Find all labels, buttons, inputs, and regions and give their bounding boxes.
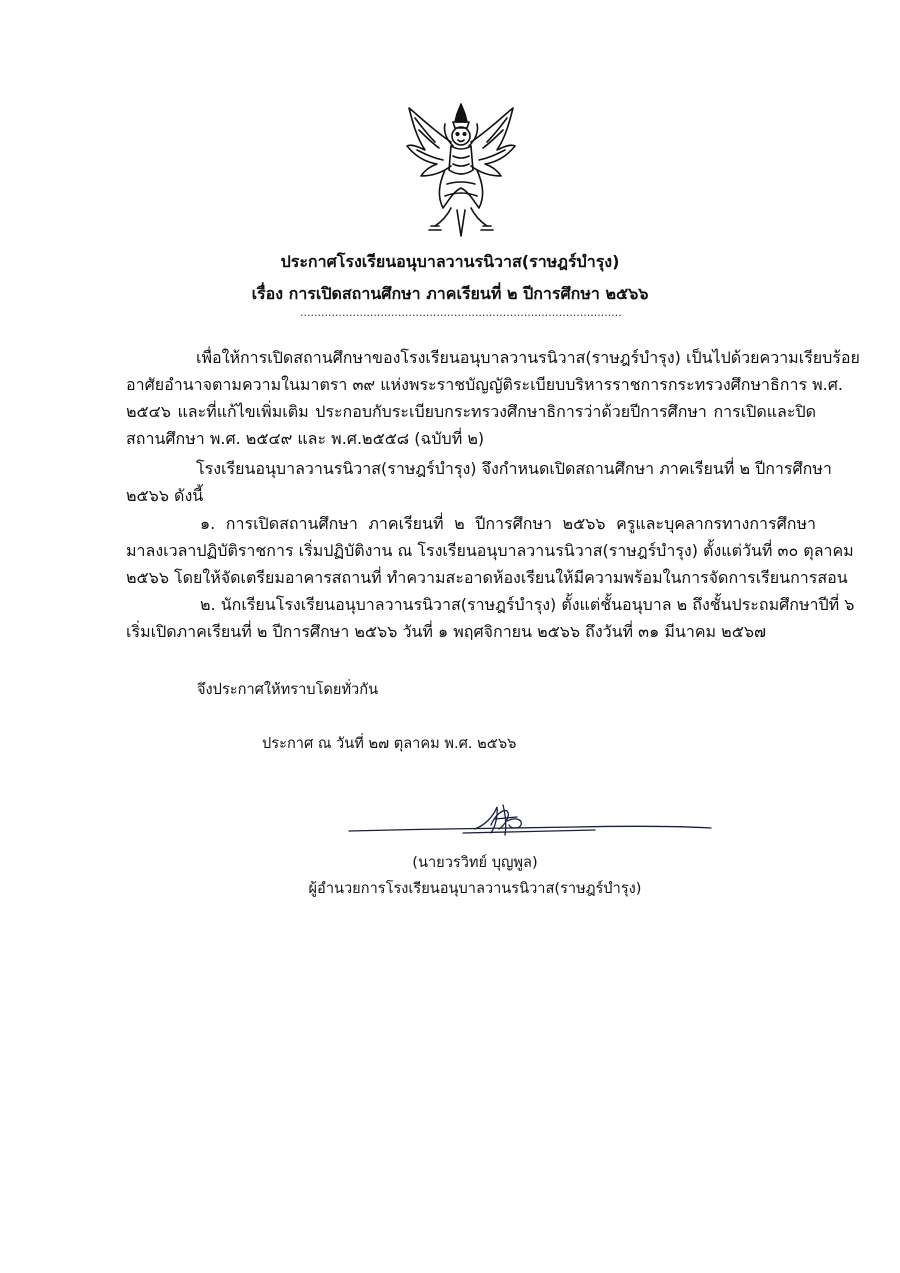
- signer-name: (นายวรวิทย์ บุญพูล): [412, 854, 538, 871]
- signer-title: ผู้อำนวยการโรงเรียนอนุบาลวานรนิวาส(ราษฎร์บำรุง): [308, 880, 642, 897]
- paragraph-2-line-2: ๒๕๖๖ ดังนี้: [126, 486, 204, 505]
- paragraph-2-line-1: โรงเรียนอนุบาลวานรนิวาส(ราษฎร์บำรุง) จึงกำหนดเปิดสถานศึกษา ภาคเรียนที่ ๒ ปีการศึกษา: [196, 459, 832, 478]
- dotted-separator: ............................................................................................: [300, 306, 622, 319]
- handwritten-signature-icon: [345, 795, 715, 845]
- item-2-line-2: เริ่มเปิดภาคเรียนที่ ๒ ปีการศึกษา ๒๕๖๖ วันที่ ๑ พฤศจิกายน ๒๕๖๖ ถึงวันที่ ๓๑ มีนาคม ๒๕๖๗: [126, 622, 767, 641]
- item-1-line-1: ๑. การเปิดสถานศึกษา ภาคเรียนที่ ๒ ปีการศึกษา ๒๕๖๖ ครูและบุคลากรทางการศึกษา: [200, 514, 816, 533]
- item-2-line-1: ๒. นักเรียนโรงเรียนอนุบาลวานรนิวาส(ราษฎร์บำรุง) ตั้งแต่ชั้นอนุบาล ๒ ถึงชั้นประถมศึกษาปีที่ ๖: [200, 595, 855, 614]
- garuda-emblem-icon: [403, 100, 519, 240]
- closing-statement: จึงประกาศให้ทราบโดยทั่วกัน: [197, 681, 379, 698]
- item-1-line-2: มาลงเวลาปฏิบัติราชการ เริ่มปฏิบัติงาน ณ โรงเรียนอนุบาลวานรนิวาส(ราษฎร์บำรุง) ตั้งแต่วันที่ ๓๐ ตุลาคม: [126, 541, 854, 560]
- paragraph-1-line-2: อาศัยอำนาจตามความในมาตรา ๓๙ แห่งพระราชบัญญัติระเบียบบริหารราชการกระทรวงศึกษาธิการ พ.ศ.: [126, 375, 843, 394]
- paragraph-1-line-3: ๒๕๔๖ และที่แก้ไขเพิ่มเติม ประกอบกับระเบียบกระทรวงศึกษาธิการว่าด้วยปีการศึกษา การเปิดและปิด: [126, 402, 816, 421]
- paragraph-1-line-4: สถานศึกษา พ.ศ. ๒๕๔๙ และ พ.ศ.๒๕๕๘ (ฉบับที่ ๒): [126, 429, 485, 448]
- announcement-title: ประกาศโรงเรียนอนุบาลวานรนิวาส(ราษฎร์บำรุง): [280, 252, 620, 271]
- announcement-subject: เรื่อง การเปิดสถานศึกษา ภาคเรียนที่ ๒ ปีการศึกษา ๒๕๖๖: [251, 284, 649, 303]
- announcement-date: ประกาศ ณ วันที่ ๒๗ ตุลาคม พ.ศ. ๒๕๖๖: [262, 735, 517, 752]
- item-1-line-3: ๒๕๖๖ โดยให้จัดเตรียมอาคารสถานที่ ทำความสะอาดห้องเรียนให้มีความพร้อมในการจัดการเรียนการสอน: [126, 568, 848, 587]
- paragraph-1-line-1: เพื่อให้การเปิดสถานศึกษาของโรงเรียนอนุบาลวานรนิวาส(ราษฎร์บำรุง) เป็นไปด้วยความเรียบร้อย: [196, 348, 860, 367]
